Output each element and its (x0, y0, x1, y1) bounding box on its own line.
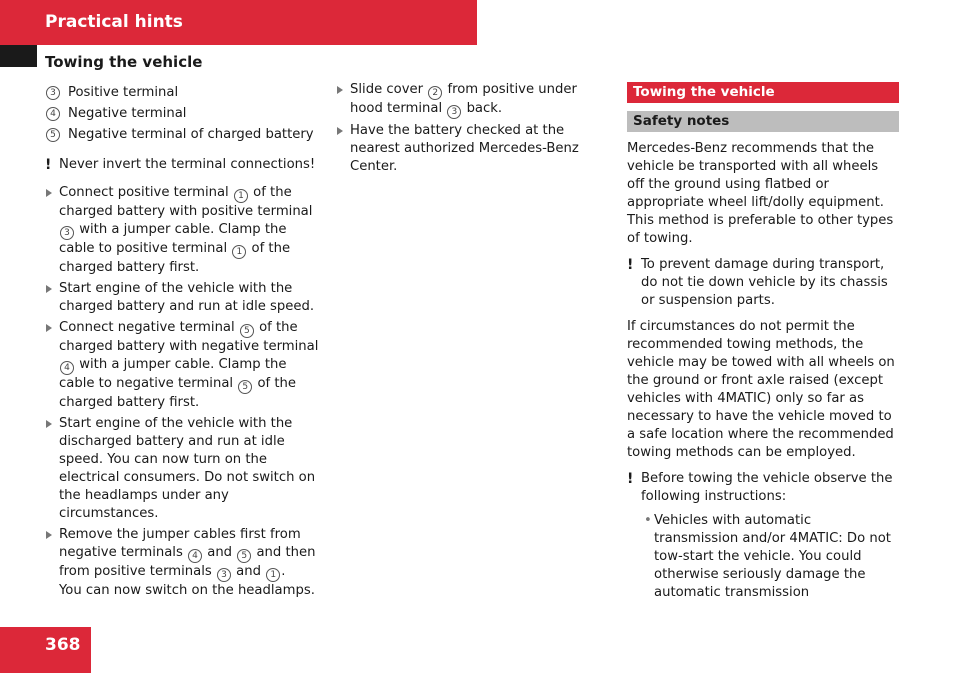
step-arrow-icon (46, 531, 52, 539)
warning-note (627, 470, 899, 506)
column-1 (45, 84, 323, 603)
intro-paragraph: Mercedes-Benz recommends that the vehicle be transported with all wheels off the ground using flatbed or appropriate wheel lift/dolly equipment. This method is preferable to other types of towing. (627, 141, 894, 246)
callout-number: 5 (240, 324, 254, 338)
page-number: 368 (45, 635, 81, 655)
warning-note (627, 256, 899, 310)
legend-item (45, 105, 323, 123)
step-arrow-icon (337, 86, 343, 94)
callout-number: 3 (46, 86, 60, 100)
warning-text: Before towing the vehicle observe the following instructions: (641, 471, 893, 504)
callout-number: 5 (238, 380, 252, 394)
column-2 (336, 81, 602, 179)
step-item: Have the battery checked at the nearest authorized Mercedes-Benz Center. (336, 122, 602, 176)
callout-number: 2 (428, 86, 442, 100)
warning-text: To prevent damage during transport, do not tie down vehicle by its chassis or suspension parts. (641, 257, 888, 308)
warning-text: Never invert the terminal connections! (59, 157, 316, 172)
step-item: Slide cover 2 from positive under hood terminal 3 back. (336, 81, 602, 119)
column-3 (627, 82, 899, 602)
step-item: Remove the jumper cables first from negative terminals 4 and 5 and then from positive terminals 3 and 1 . You can now switch on the headlamps. (45, 526, 323, 600)
page-title: Towing the vehicle (45, 53, 203, 71)
legend-label: Negative terminal of charged battery (68, 127, 314, 142)
callout-number: 3 (217, 568, 231, 582)
callout-number: 3 (447, 105, 461, 119)
callout-number: 4 (60, 361, 74, 375)
step-item: Start engine of the vehicle with the discharged battery and run at idle speed. You can now turn on the electrical consumers. Do not switch on the headlamps under any circumstances. (45, 415, 323, 523)
legend-label: Positive terminal (68, 85, 179, 100)
callout-number: 5 (46, 128, 60, 142)
list-item: • Vehicles with automatic transmission and/or 4MATIC: Do not tow-start the vehicle. You could otherwise seriously damage the automatic transmission (644, 513, 891, 600)
warning-icon: ! (627, 471, 634, 487)
callout-number: 5 (237, 549, 251, 563)
step-arrow-icon (46, 189, 52, 197)
bullet-list (627, 512, 899, 602)
callout-number: 1 (232, 245, 246, 259)
step-item: Connect positive terminal 1 of the charged battery with positive terminal 3 with a jumper cable. Clamp the cable to positive terminal 1 of the charged battery first. (45, 184, 323, 277)
section-title: Practical hints (45, 12, 183, 32)
warning-note (45, 156, 323, 174)
warning-icon: ! (627, 257, 634, 273)
instruction-steps (45, 184, 323, 600)
section-heading: Towing the vehicle (627, 82, 899, 103)
callout-number: 3 (60, 226, 74, 240)
terminal-legend (45, 84, 323, 144)
chapter-tab-marker (0, 45, 37, 67)
legend-item (45, 126, 323, 144)
warning-icon: ! (45, 157, 52, 173)
callout-number: 1 (234, 189, 248, 203)
legend-item (45, 84, 323, 102)
step-arrow-icon (46, 324, 52, 332)
callout-number: 4 (46, 107, 60, 121)
step-arrow-icon (46, 420, 52, 428)
callout-number: 4 (188, 549, 202, 563)
legend-label: Negative terminal (68, 106, 187, 121)
callout-number: 1 (266, 568, 280, 582)
step-arrow-icon (337, 127, 343, 135)
step-item: Start engine of the vehicle with the charged battery and run at idle speed. (45, 280, 323, 316)
bullet-icon: • (644, 513, 652, 528)
body-paragraph: If circumstances do not permit the recommended towing methods, the vehicle may be towed with all wheels on the ground or front axle raised (except vehicles with 4MATIC) only so far as necessary to have the vehicle moved to a safe location where the recommended towing methods can be employed. (627, 319, 895, 460)
instruction-steps (336, 81, 602, 176)
step-arrow-icon (46, 285, 52, 293)
subsection-heading: Safety notes (627, 111, 899, 132)
step-item: Connect negative terminal 5 of the charged battery with negative terminal 4 with a jumper cable. Clamp the cable to negative terminal 5 of the charged battery first. (45, 319, 323, 412)
